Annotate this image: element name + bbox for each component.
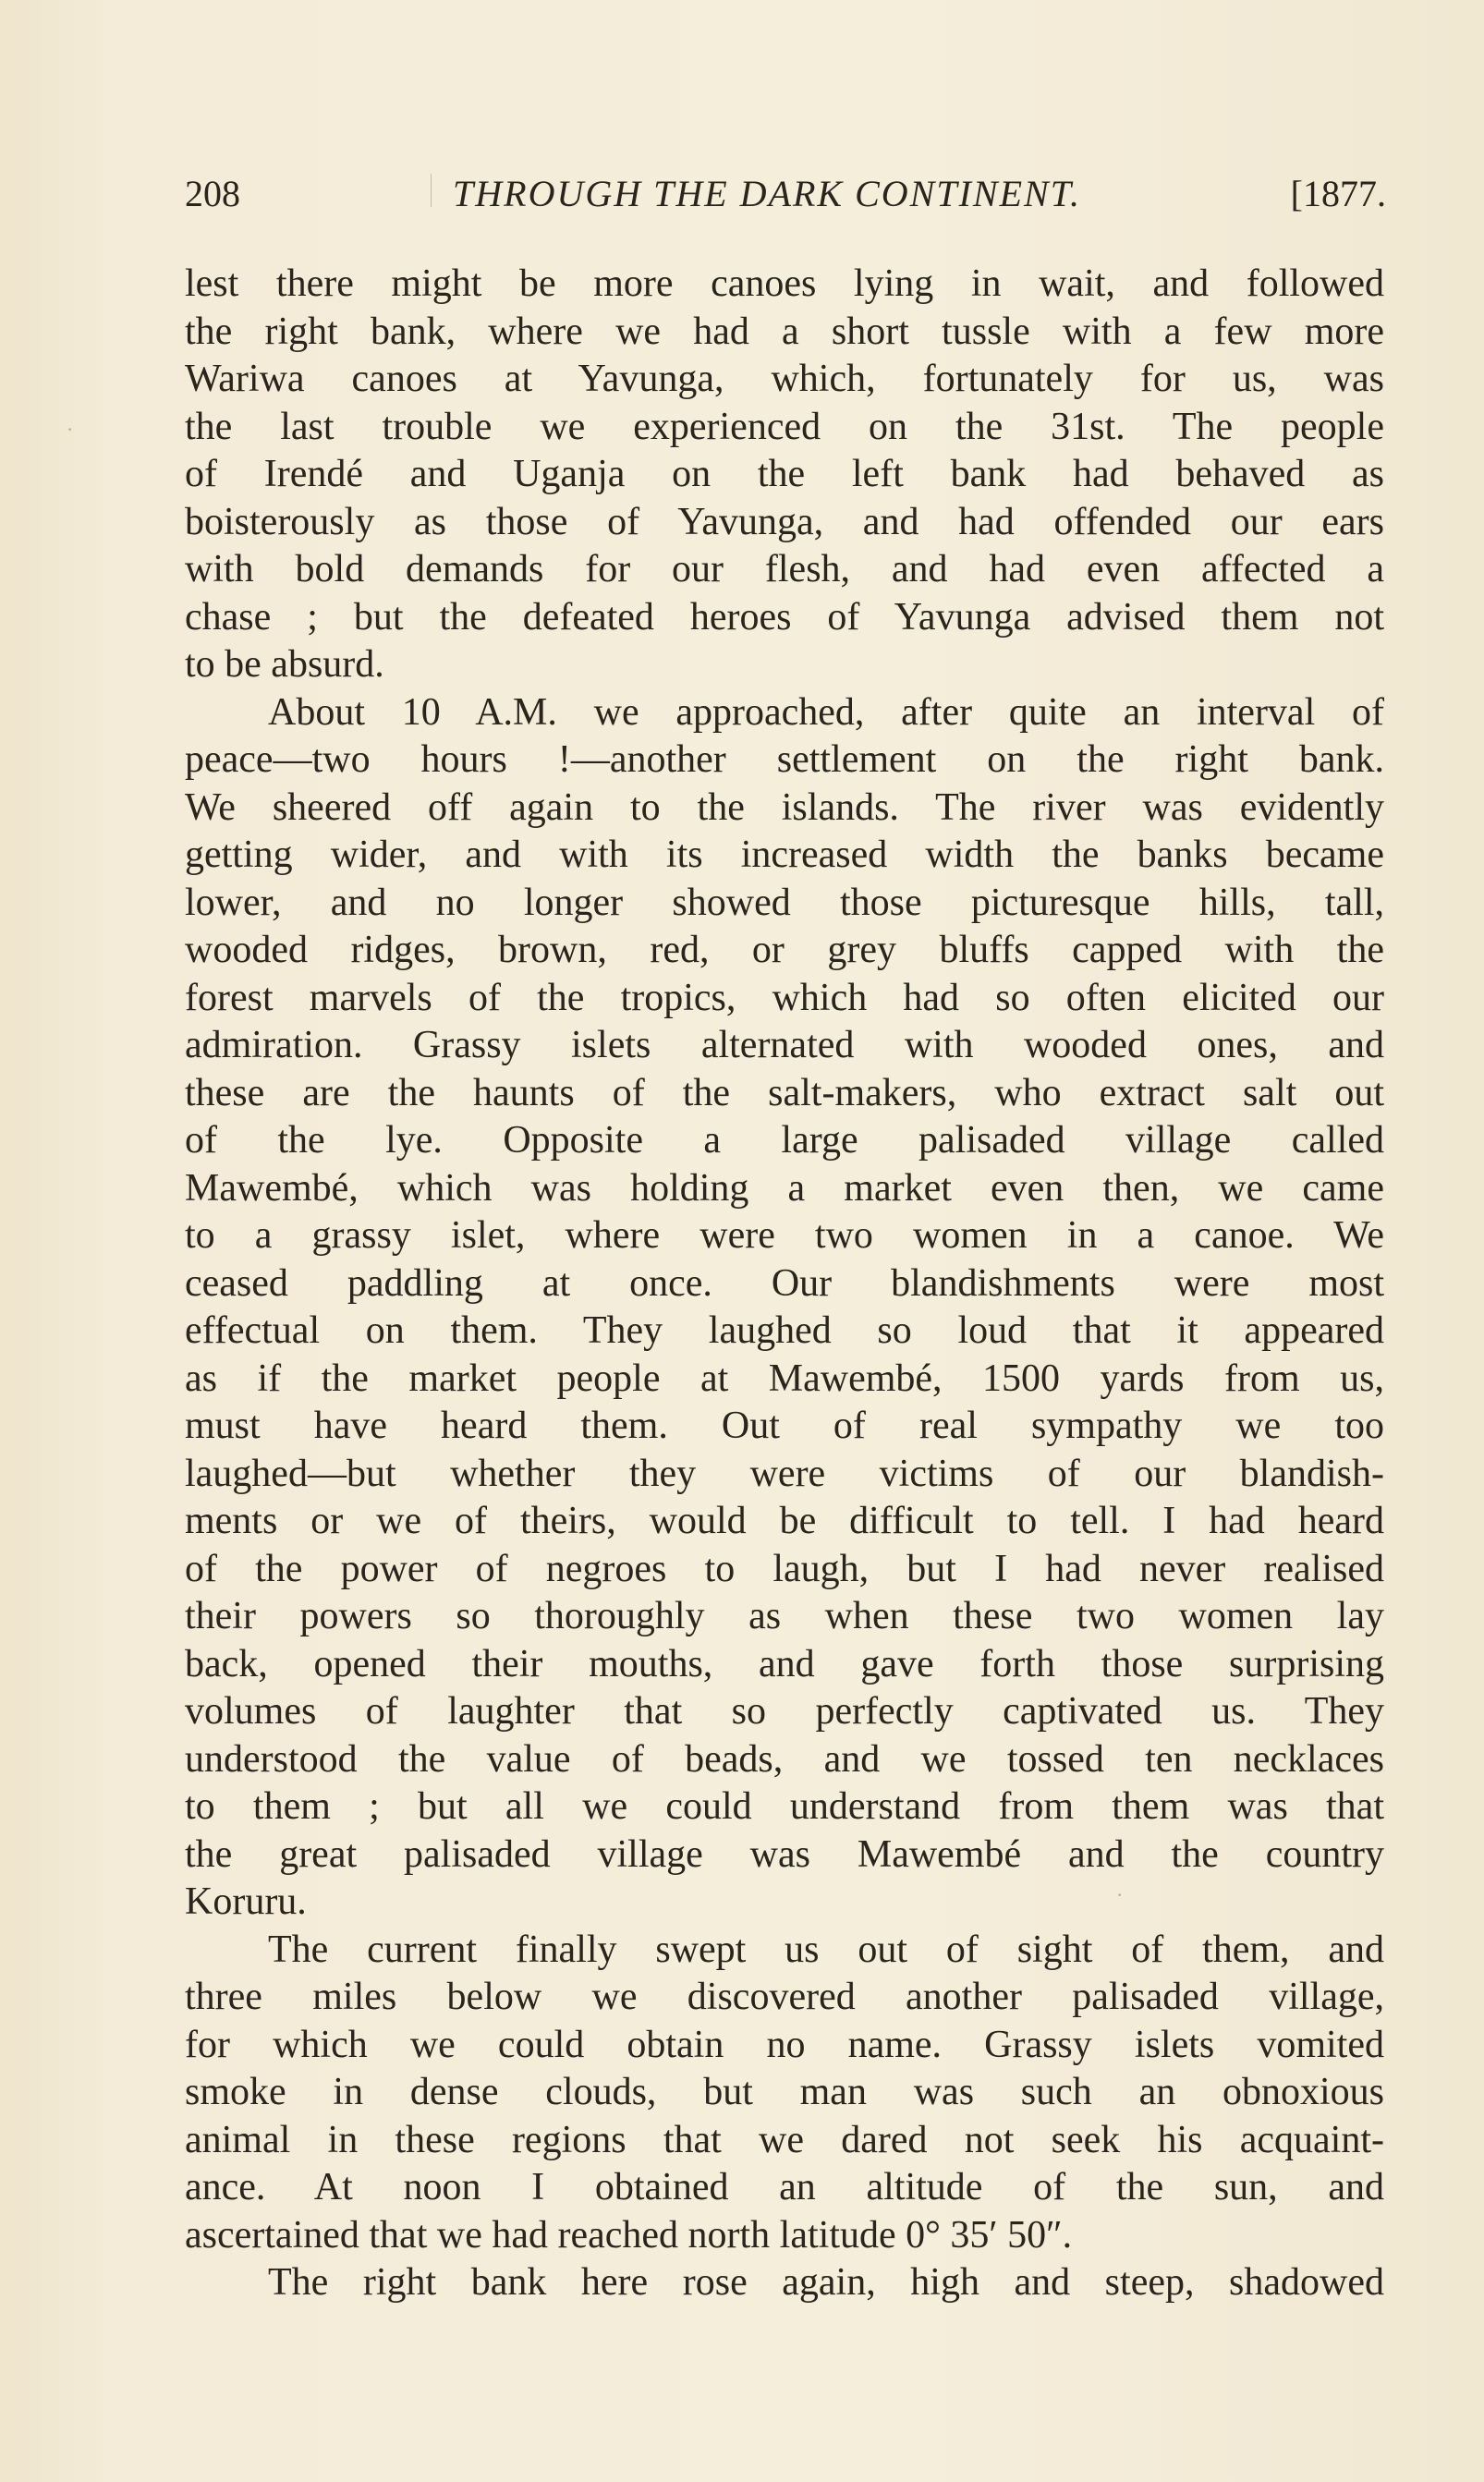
text-line: as if the market people at Mawembé, 1500 yards from us, [185, 1357, 1384, 1400]
text-line: volumes of laughter that so perfectly captivated us. They [185, 1690, 1384, 1733]
text-line: forest marvels of the tropics, which had so often elicited our [185, 976, 1384, 1019]
paragraph-end-line: Koruru. [185, 1880, 307, 1923]
text-line: Mawembé, which was holding a market even then, we came [185, 1166, 1384, 1210]
paragraph-first-line: About 10 A.M. we approached, after quite an interval of [268, 690, 1384, 734]
text-line: boisterously as those of Yavunga, and had offended our ears [185, 500, 1384, 543]
text-line: laughed—but whether they were victims of our blandish- [185, 1452, 1384, 1495]
text-line: back, opened their mouths, and gave forth those surprising [185, 1642, 1384, 1685]
text-line: admiration. Grassy islets alternated with wooded ones, and [185, 1024, 1384, 1066]
text-line: to a grassy islet, where were two women in a canoe. We [185, 1214, 1384, 1257]
text-line: the great palisaded village was Mawembé and the country [185, 1832, 1384, 1876]
header-divider [431, 174, 432, 207]
text-line: chase ; but the defeated heroes of Yavunga advised them not [185, 595, 1384, 639]
text-line: animal in these regions that we dared not seek his acquaint- [185, 2118, 1384, 2161]
page-number: 208 [185, 173, 240, 214]
running-title: THROUGH THE DARK CONTINENT. [453, 173, 1081, 214]
text-line: with bold demands for our flesh, and had even affected a [185, 548, 1384, 590]
text-line: must have heard them. Out of real sympathy we too [185, 1405, 1384, 1447]
text-line: ance. At noon I obtained an altitude of the sun, and [185, 2166, 1384, 2208]
text-line: lower, and no longer showed those picturesque hills, tall, [185, 881, 1384, 924]
text-body [185, 261, 1384, 2307]
text-line: three miles below we discovered another palisaded village, [185, 1976, 1384, 2018]
text-line: of the power of negroes to laugh, but I had never realised [185, 1547, 1384, 1590]
text-line: the last trouble we experienced on the 31st. The people [185, 405, 1384, 448]
text-line: ceased paddling at once. Our blandishments were most [185, 1261, 1384, 1305]
text-line: of Irendé and Uganja on the left bank had behaved as [185, 453, 1384, 495]
page-speck: · [67, 418, 74, 441]
text-line: Wariwa canoes at Yavunga, which, fortunately for us, was [185, 358, 1384, 400]
text-line: We sheered off again to the islands. The river was evidently [185, 785, 1384, 829]
text-line: lest there might be more canoes lying in wait, and followed [185, 262, 1384, 305]
paragraph-first-line: The right bank here rose again, high and steep, shadowed [268, 2261, 1384, 2304]
text-line: ments or we of theirs, would be difficult to tell. I had heard [185, 1500, 1384, 1542]
text-line: these are the haunts of the salt-makers, who extract salt out [185, 1071, 1384, 1114]
text-line: of the lye. Opposite a large palisaded village called [185, 1119, 1384, 1162]
text-line: understood the value of beads, and we tossed ten necklaces [185, 1737, 1384, 1781]
text-line: their powers so thoroughly as when these two women lay [185, 1595, 1384, 1637]
text-line: the right bank, where we had a short tussle with a few more [185, 310, 1384, 353]
page-speck: · [1116, 1883, 1124, 1906]
header-year: [1877. [1290, 173, 1386, 214]
text-line: for which we could obtain no name. Grassy islets vomited [185, 2023, 1384, 2066]
text-line: peace—two hours !—another settlement on the right bank. [185, 738, 1384, 781]
text-line: to them ; but all we could understand from them was that [185, 1785, 1384, 1828]
text-line: getting wider, and with its increased width the banks became [185, 833, 1384, 876]
text-line: effectual on them. They laughed so loud that it appeared [185, 1309, 1384, 1352]
paragraph-end-line: ascertained that we had reached north latitude 0° 35′ 50″. [185, 2213, 1073, 2257]
text-line: wooded ridges, brown, red, or grey bluffs capped with the [185, 929, 1384, 971]
paragraph-first-line: The current finally swept us out of sight of them, and [268, 1928, 1384, 1971]
text-line: smoke in dense clouds, but man was such an obnoxious [185, 2071, 1384, 2113]
paragraph-end-line: to be absurd. [185, 643, 384, 686]
page-header [185, 172, 1386, 220]
